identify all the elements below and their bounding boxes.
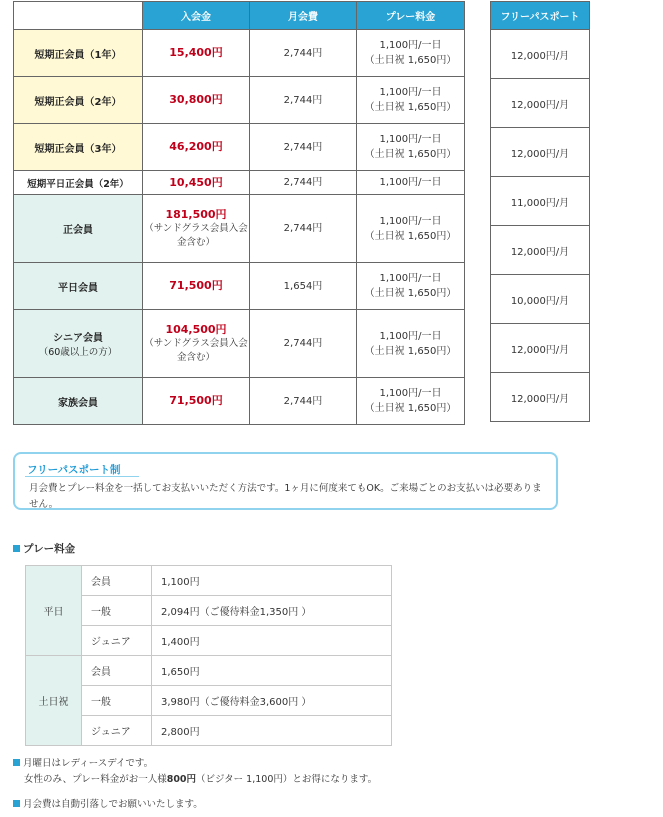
fee-table-header <box>14 2 465 30</box>
ladies-day-line1: 月曜日はレディースデイです。 <box>23 758 154 769</box>
entry-fee-note: （サンドグラス会員入会金含む） <box>144 337 248 363</box>
membership-fee-table <box>13 1 465 425</box>
play-price: 1,650円 <box>152 656 392 686</box>
play-price: 1,100円 <box>152 566 392 596</box>
membership-name: 正会員 <box>14 195 143 263</box>
play-fee <box>357 124 465 171</box>
membership-name: 短期正会員（3年） <box>14 124 143 171</box>
table-row <box>14 378 465 425</box>
play-fee <box>357 77 465 124</box>
table-row <box>26 656 392 686</box>
table-row <box>26 566 392 596</box>
play-fee <box>357 30 465 77</box>
table-row <box>14 171 465 195</box>
entry-fee: 10,450円 <box>143 171 250 195</box>
membership-name: 平日会員 <box>14 263 143 310</box>
membership-name: 短期平日正会員（2年） <box>14 171 143 195</box>
play-fee-section-label: プレー料金 <box>23 543 76 555</box>
ladies-day-line2 <box>13 774 377 785</box>
monthly-fee: 1,654円 <box>250 263 357 310</box>
play-fee-holiday: （土日祝 1,650円） <box>364 345 457 357</box>
monthly-fee: 2,744円 <box>250 171 357 195</box>
play-fee-weekday: 1,100円/一日 <box>379 215 442 227</box>
monthly-fee: 2,744円 <box>250 195 357 263</box>
free-passport-table <box>490 1 590 422</box>
membership-name <box>14 310 143 378</box>
monthly-fee: 2,744円 <box>250 124 357 171</box>
ladies-day-note <box>13 756 377 788</box>
play-fee-weekday: 1,100円/一日 <box>379 40 442 51</box>
entry-fee-note: （サンドグラス会員入会金含む） <box>144 222 248 248</box>
autopay-text: 月会費は自動引落しでお願いいたします。 <box>23 799 203 810</box>
play-fee <box>357 195 465 263</box>
info-box-title-underline <box>25 476 139 477</box>
visitor-category: 会員 <box>82 566 152 596</box>
table-row <box>14 263 465 310</box>
table-row <box>14 310 465 378</box>
play-fee-holiday: （土日祝 1,650円） <box>364 230 457 242</box>
day-type-weekday: 平日 <box>26 566 82 656</box>
ladies-day-line2-pre: 女性のみ、プレー料金がお一人様 <box>24 774 167 785</box>
play-price: 2,094円（ご優待料金1,350円 ） <box>152 596 392 626</box>
passport-price: 10,000円/月 <box>491 275 590 324</box>
entry-fee: 30,800円 <box>143 77 250 124</box>
play-fee-weekday: 1,100円/一日 <box>379 87 442 98</box>
entry-fee: 46,200円 <box>143 124 250 171</box>
ladies-day-line2-post: （ビジター 1,100円）とお得になります。 <box>196 774 378 785</box>
play-fee-holiday: （土日祝 1,650円） <box>364 288 457 299</box>
membership-name: 短期正会員（2年） <box>14 77 143 124</box>
entry-fee: 71,500円 <box>143 378 250 425</box>
header-monthly-fee: 月会費 <box>250 2 357 30</box>
entry-fee <box>143 195 250 263</box>
square-bullet-icon <box>13 759 20 766</box>
passport-price: 12,000円/月 <box>491 373 590 422</box>
play-fee-holiday: （土日祝 1,650円） <box>364 403 457 414</box>
play-fee-holiday: （土日祝 1,650円） <box>364 55 457 66</box>
play-fee: 1,100円/一日 <box>357 171 465 195</box>
visitor-category: 一般 <box>82 686 152 716</box>
play-fee <box>357 263 465 310</box>
visitor-category: 一般 <box>82 596 152 626</box>
monthly-fee: 2,744円 <box>250 77 357 124</box>
monthly-fee: 2,744円 <box>250 310 357 378</box>
entry-fee-amount: 104,500円 <box>165 322 227 336</box>
visitor-category: ジュニア <box>82 626 152 656</box>
play-fee-section-title <box>13 541 75 556</box>
table-row <box>14 77 465 124</box>
passport-price: 11,000円/月 <box>491 177 590 226</box>
visitor-category: ジュニア <box>82 716 152 746</box>
passport-price: 12,000円/月 <box>491 226 590 275</box>
passport-price: 12,000円/月 <box>491 30 590 79</box>
info-box-text: 月会費とプレー料金を一括してお支払いいただく方法です。1ヶ月に何度来てもOK。ご来場ごとのお支払いは必要ありません。 <box>29 483 542 510</box>
play-fee-weekday: 1,100円/一日 <box>379 330 442 342</box>
free-passport-info-box <box>13 452 558 510</box>
header-play-fee: プレー料金 <box>357 2 465 30</box>
play-price: 2,800円 <box>152 716 392 746</box>
header-free-passport: フリーパスポート <box>491 2 590 30</box>
play-fee-holiday: （土日祝 1,650円） <box>364 149 457 160</box>
day-type-holiday: 土日祝 <box>26 656 82 746</box>
play-fee-weekday: 1,100円/一日 <box>379 273 442 284</box>
entry-fee-amount: 181,500円 <box>165 207 227 221</box>
monthly-fee: 2,744円 <box>250 30 357 77</box>
play-fee-holiday: （土日祝 1,650円） <box>364 102 457 113</box>
membership-name: 短期正会員（1年） <box>14 30 143 77</box>
play-price: 1,400円 <box>152 626 392 656</box>
membership-name-main: シニア会員 <box>53 333 103 344</box>
autopay-note <box>13 797 203 813</box>
play-fee-table <box>25 565 392 746</box>
info-box-title: フリーパスポート制 <box>27 464 121 476</box>
header-entry-fee: 入会金 <box>143 2 250 30</box>
table-row <box>14 195 465 263</box>
passport-price: 12,000円/月 <box>491 128 590 177</box>
table-row <box>14 30 465 77</box>
play-fee-weekday: 1,100円/一日 <box>379 388 442 399</box>
header-blank <box>14 2 143 30</box>
membership-name: 家族会員 <box>14 378 143 425</box>
passport-price: 12,000円/月 <box>491 79 590 128</box>
play-fee <box>357 378 465 425</box>
passport-price: 12,000円/月 <box>491 324 590 373</box>
square-bullet-icon <box>13 800 20 807</box>
play-fee <box>357 310 465 378</box>
table-row <box>14 124 465 171</box>
play-price: 3,980円（ご優待料金3,600円 ） <box>152 686 392 716</box>
membership-name-sub: （60歳以上の方） <box>38 347 118 358</box>
monthly-fee: 2,744円 <box>250 378 357 425</box>
square-bullet-icon <box>13 545 20 552</box>
ladies-day-price: 800円 <box>166 774 197 785</box>
entry-fee <box>143 310 250 378</box>
entry-fee: 71,500円 <box>143 263 250 310</box>
entry-fee: 15,400円 <box>143 30 250 77</box>
play-fee-weekday: 1,100円/一日 <box>379 134 442 145</box>
visitor-category: 会員 <box>82 656 152 686</box>
